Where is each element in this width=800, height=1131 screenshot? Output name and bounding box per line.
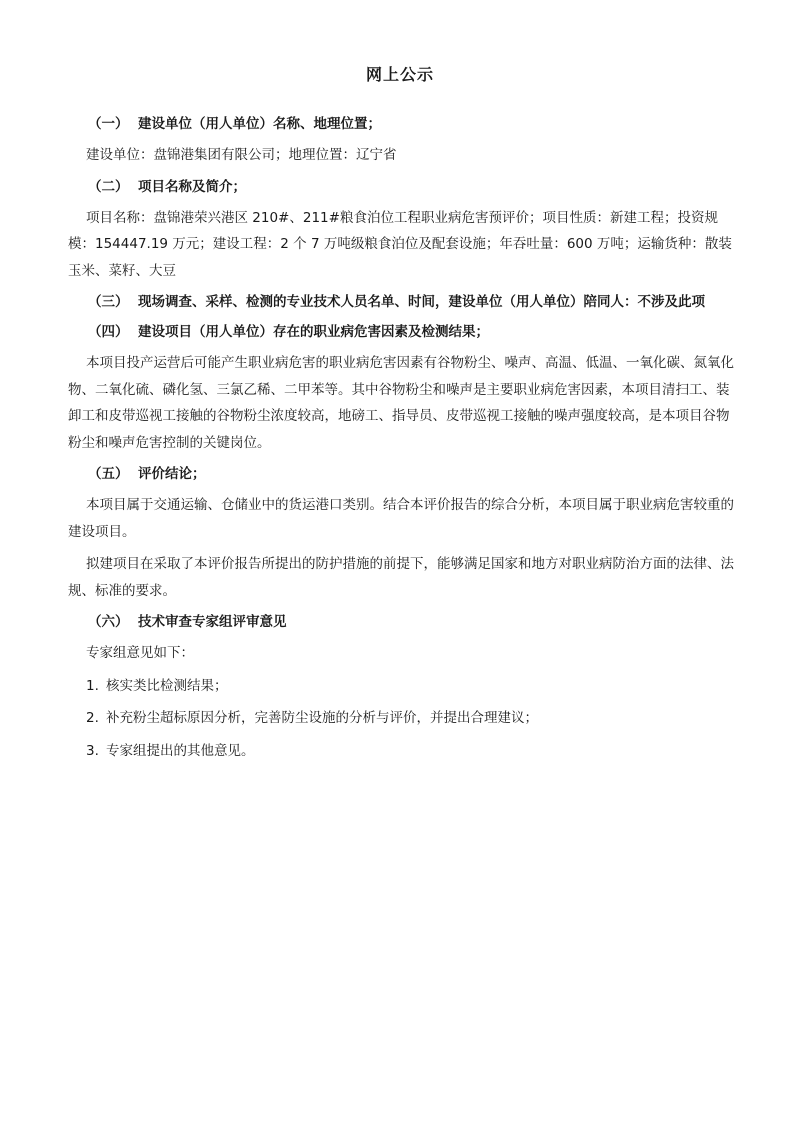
list-item-number: 3. — [86, 742, 99, 759]
section-number: （六） — [88, 614, 129, 630]
section-number: （四） — [88, 324, 129, 340]
section-body-1: 建设单位：盘锦港集团有限公司；地理位置：辽宁省 — [86, 147, 397, 163]
section-body-5b: 拟建项目在采取了本评价报告所提出的防护措施的前提下，能够满足国家和地方对职业病防治方面的法律、法规、标准的要求。 — [68, 556, 734, 599]
list-item — [86, 673, 738, 700]
section-number: （一） — [88, 116, 129, 132]
expert-opinion-intro: 专家组意见如下： — [86, 645, 194, 661]
section-heading-6 — [86, 610, 738, 634]
section-number: （五） — [88, 466, 129, 482]
list-item-text: 专家组提出的其他意见。 — [106, 742, 255, 759]
section-heading-4 — [86, 320, 738, 344]
section-title: 建设项目（用人单位）存在的职业病危害因素及检测结果； — [138, 324, 489, 340]
section-heading-3 — [86, 290, 738, 314]
section-heading-1 — [86, 112, 738, 136]
section-title: 现场调查、采样、检测的专业技术人员名单、时间，建设单位（用人单位）陪同人：不涉及此项 — [138, 294, 705, 310]
document-body — [68, 112, 738, 770]
page-title: 网上公示 — [365, 65, 434, 84]
list-item — [86, 738, 738, 765]
list-item — [86, 705, 738, 732]
section-number: （三） — [88, 294, 129, 310]
section-heading-2 — [86, 175, 738, 199]
section-title: 建设单位（用人单位）名称、地理位置； — [138, 116, 381, 132]
section-body-4: 本项目投产运营后可能产生职业病危害的职业病危害因素有谷物粉尘、噪声、高温、低温、一氧化碳、氮氧化物、二氧化硫、磷化氢、三氯乙稀、二甲苯等。其中谷物粉尘和噪声是主要职业病危害因素，本项目清扫工、装卸工和皮带巡视工接触的谷物粉尘浓度较高，地磅工、指导员、皮带巡视工接触的噪声强度较高，是本项目谷物粉尘和噪声危害控制的关键岗位。 — [68, 355, 734, 451]
section-body-5a: 本项目属于交通运输、仓储业中的货运港口类别。结合本评价报告的综合分析，本项目属于职业病危害较重的建设项目。 — [68, 497, 734, 540]
section-number: （二） — [88, 178, 129, 195]
section-title: 评价结论； — [138, 466, 206, 482]
section-title: 技术审查专家组评审意见 — [138, 614, 287, 630]
section-title: 项目名称及简介； — [138, 178, 246, 195]
list-item-text: 补充粉尘超标原因分析，完善防尘设施的分析与评价，并提出合理建议； — [106, 710, 538, 726]
list-item-number: 1. — [86, 677, 99, 694]
list-item-number: 2. — [86, 710, 99, 726]
section-heading-5 — [86, 462, 738, 486]
list-item-text: 核实类比检测结果； — [106, 677, 228, 694]
section-body-2: 项目名称：盘锦港荣兴港区 210#、211#粮食泊位工程职业病危害预评价；项目性质：新建工程；投资规模：154447.19 万元；建设工程：2 个 7 万吨级粮食泊位及配套设施；年吞吐量：600 万吨；运输货种：散装玉米、菜籽、大豆 — [68, 209, 732, 279]
